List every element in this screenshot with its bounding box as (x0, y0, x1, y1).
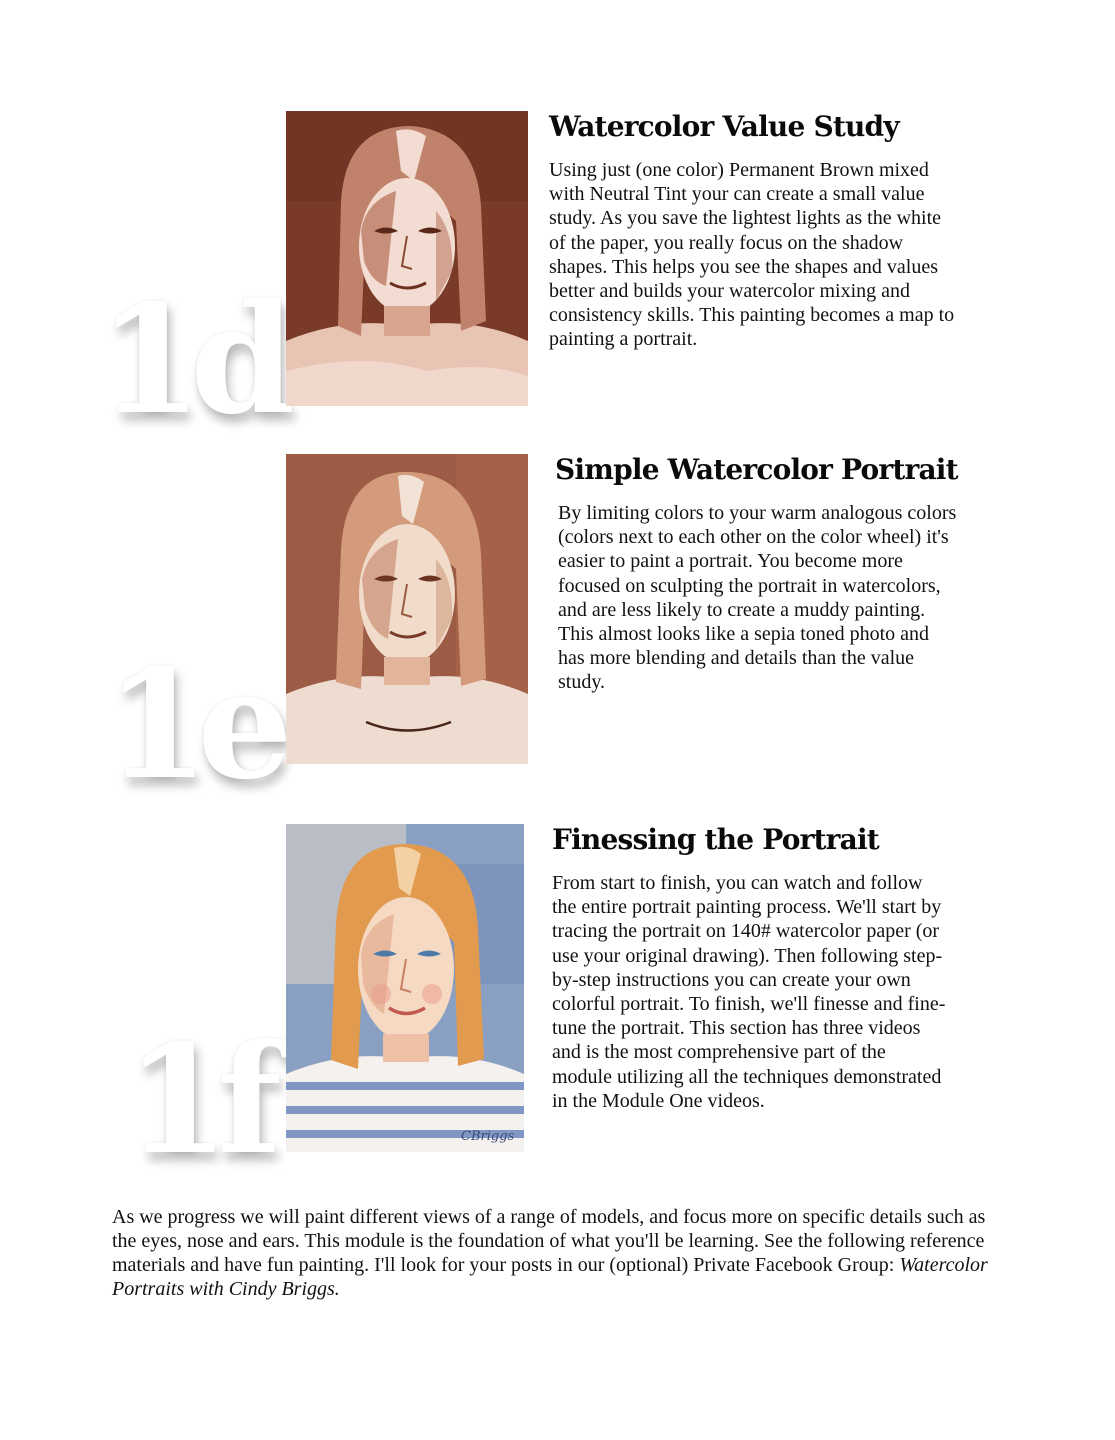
section-number-1f: 1f (125, 1012, 270, 1188)
section-title-1f: Finessing the Portrait (552, 823, 879, 856)
section-body-1f: From start to finish, you can watch and follow the entire portrait painting process. We'll start by tracing the portrait on 140# watercolor paper (or use your original drawing). Then following step-by-step instructions you can create your own colorful portrait. To finish, we'll finesse and fine-tune the portrait. This section has three videos and is the most comprehensive part of the module utilizing all the techniques demonstrated in the Module One videos. (552, 872, 946, 1112)
closing-text: As we progress we will paint different views of a range of models, and focus more on specific details such as the eyes, nose and ears. This module is the foundation of what you'll be learning. See the following reference materials and have fun painting. I'll look for your posts in our (optional) Private Facebook Group: (112, 1206, 986, 1276)
section-title-1e: Simple Watercolor Portrait (555, 453, 958, 486)
full-color-portrait-painting (286, 824, 524, 1152)
section-number-1e: 1e (105, 637, 281, 813)
section-number-1d: 1d (98, 272, 284, 448)
signature: CBriggs (461, 1129, 515, 1144)
section-title-1d: Watercolor Value Study (549, 110, 899, 143)
section-body-1e: By limiting colors to your warm analogous colors (colors next to each other on the color wheel) it's easier to paint a portrait. You become more focused on sculpting the portrait in watercolors, and are less likely to create a muddy painting. This almost looks like a sepia toned photo and has more blending and details than the value study. (558, 502, 957, 694)
sepia-portrait-painting (286, 454, 528, 764)
facebook-group-name: Watercolor Portraits with Cindy Briggs. (112, 1254, 988, 1300)
section-body-1d: Using just (one color) Permanent Brown mixed with Neutral Tint your can create a small value study. As you save the lightest lights as the white of the paper, you really focus on the shadow shapes. This helps you see the shapes and values better and builds your watercolor mixing and consistency skills. This painting becomes a map to painting a portrait. (549, 159, 955, 351)
closing-paragraph (112, 1205, 992, 1301)
value-study-painting (286, 111, 528, 406)
